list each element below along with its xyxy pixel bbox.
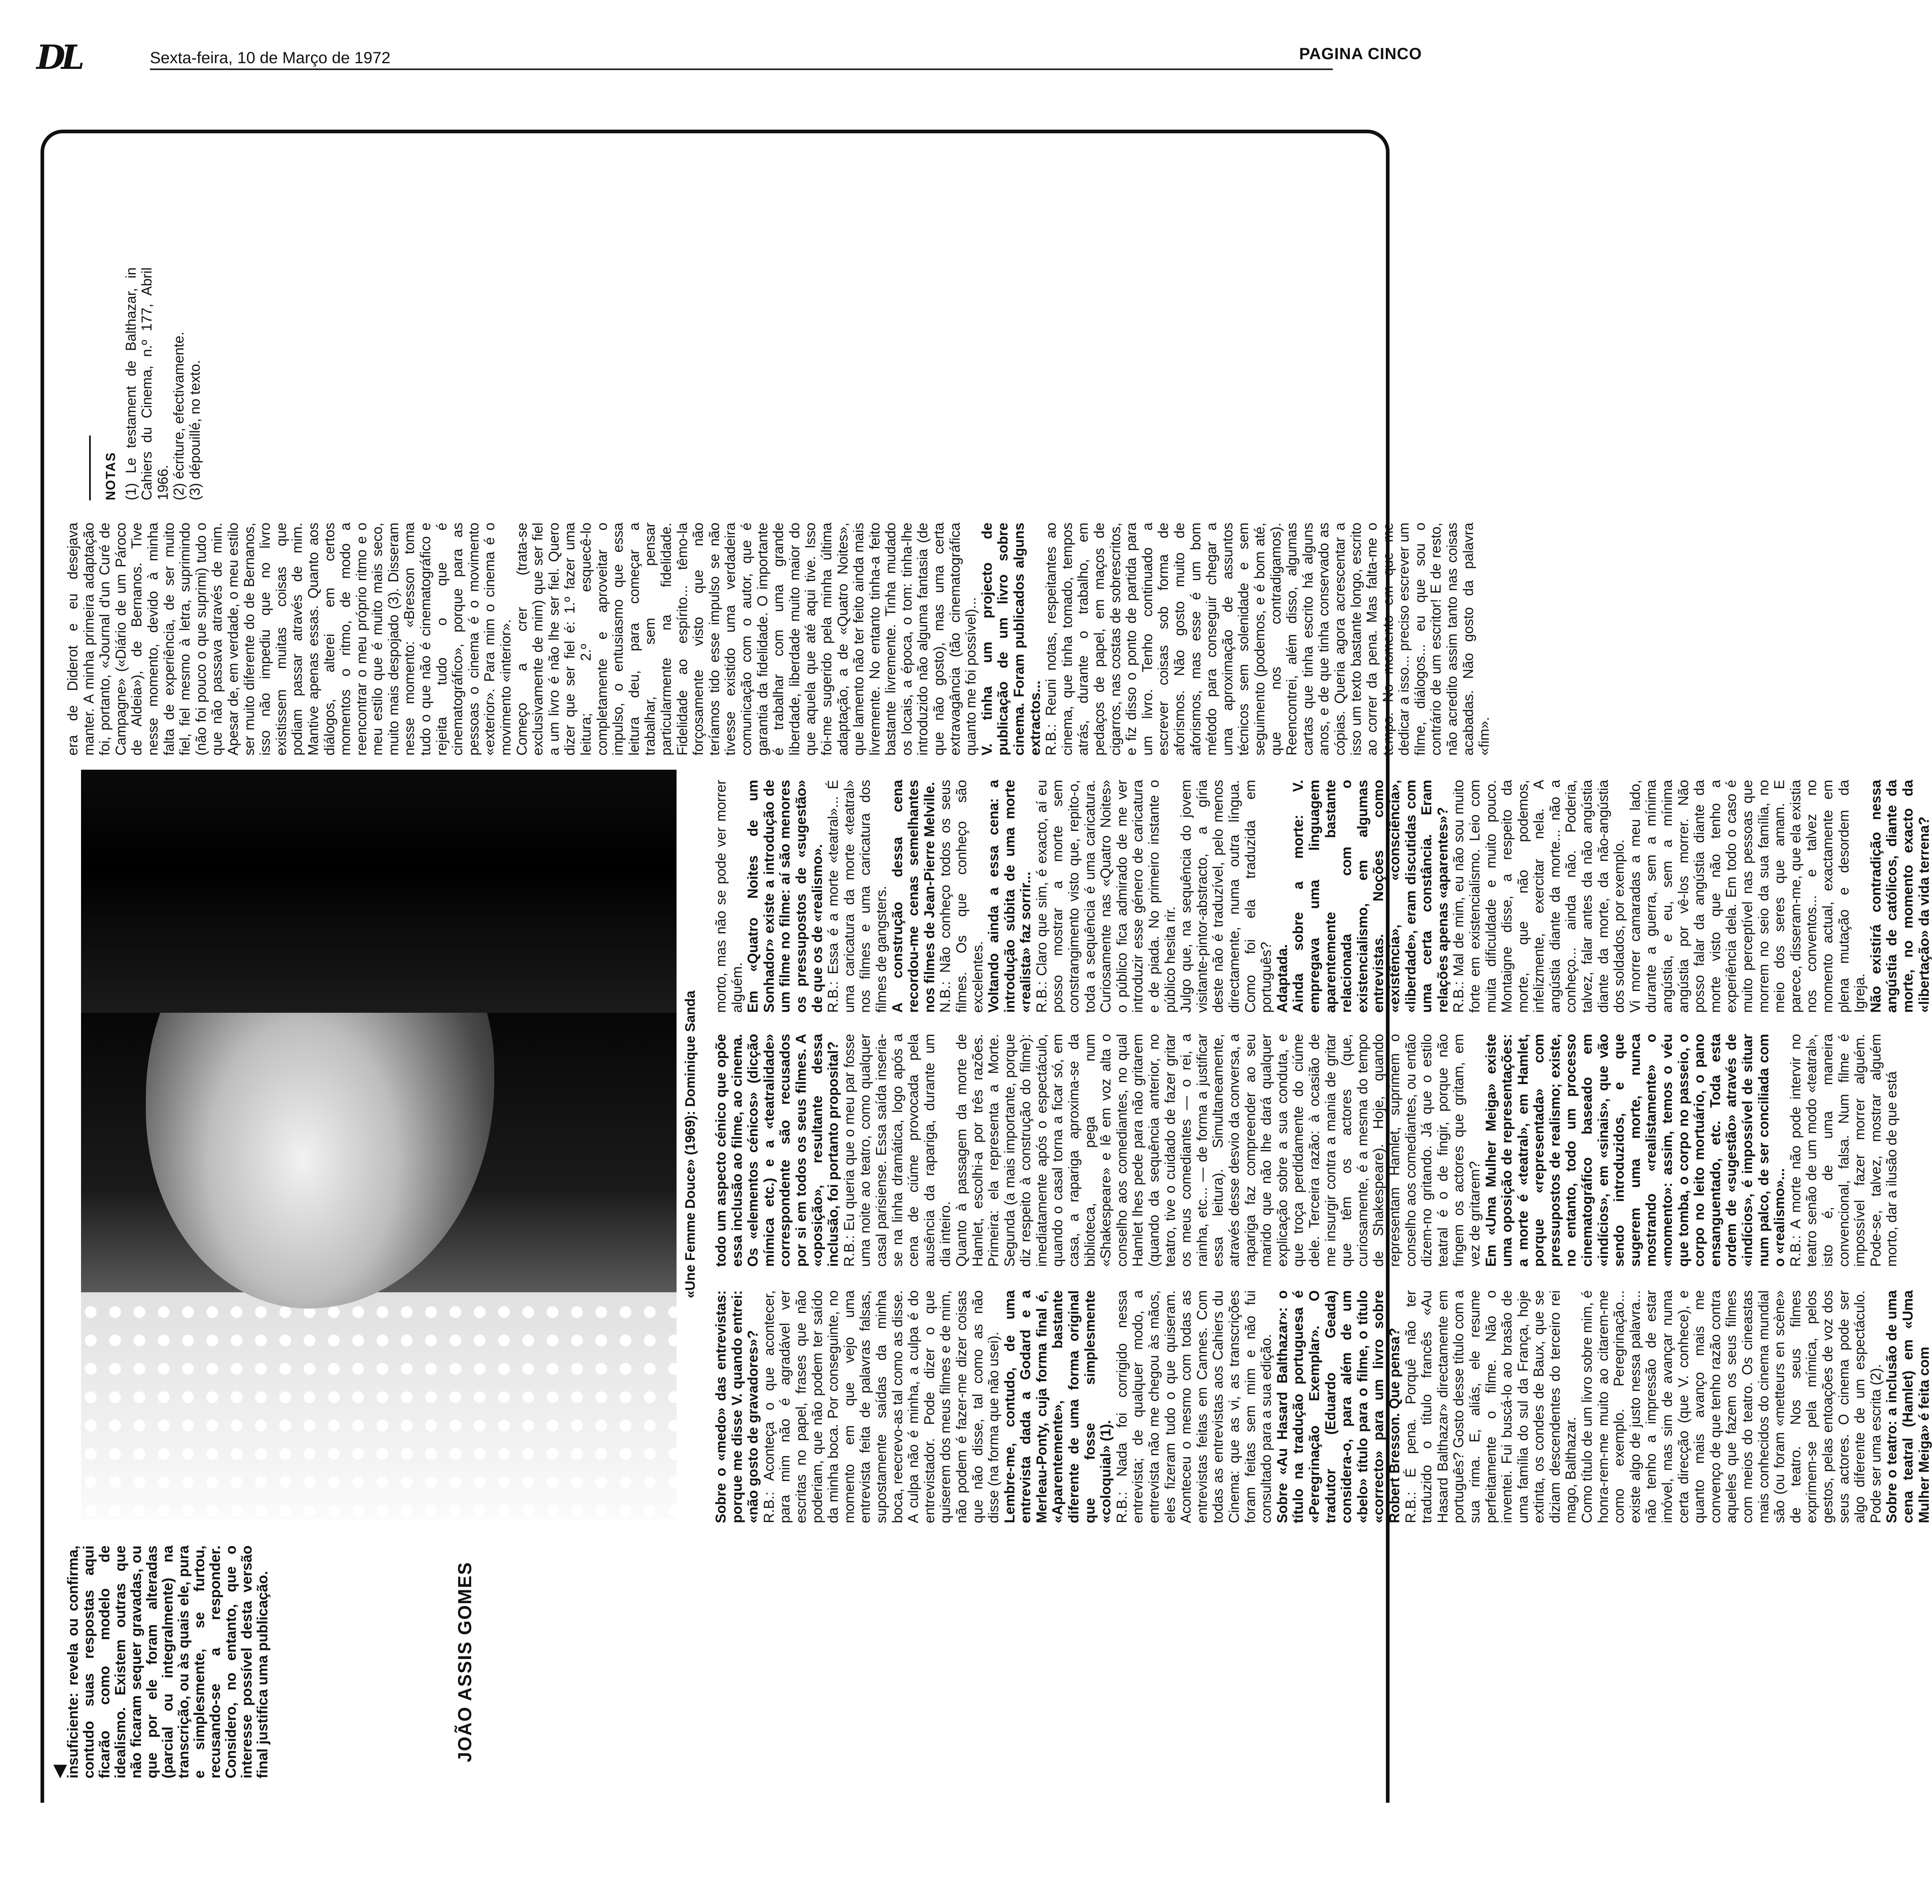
photo-caption: «Une Femme Douce» (1969): Dominique Sanda xyxy=(683,990,698,1298)
film-still-photo xyxy=(81,770,677,1519)
question: Ainda sobre a morte: V. empregava uma linguagem aparentemente bastante relacionada com o existencialismo, em algumas entrevistas. Noções como «existência», «consciência», «liberdade», eram discutidas com uma certa constância. Eram relações apenas «aparentes»? xyxy=(1290,780,1451,1013)
answer: era de Diderot e eu desejava manter. A minha primeira adaptação foi, portanto, «Journal d'un Curé de Campagne» («Diário de um Pároco de Aldeia»), de Bernanos. Tive nesse momento, devido à minha falta de experiência, de ser muito fiel, fiel mesmo à letra, suprimindo (não foi pouco o que suprimi) tudo o que não passava através de mim. Apesar de, em verdade, o meu estilo ser muito diferente do de Bernanos, isso não impediu que no livro existissem muitas coisas que podiam passar através de mim. Mantive apenas essas. Quanto aos diálogos, alterei em certos momentos o ritmo, de modo a reencontrar o meu próprio ritmo e o meu estilo que é muito mais seco, muito mais despojado (3). Disseram nesse momento: «Bresson toma tudo o que não é cinematográfico e rejeita tudo o que é cinematográfico», porque para as pessoas o cinema é o movimento «exterior». Para mim o cinema é o movimento «interior». xyxy=(65,523,514,756)
note-item: (3) dépouillé, no texto. xyxy=(187,360,203,500)
notes-title: NOTAS xyxy=(103,452,118,500)
page-header xyxy=(36,38,1422,75)
column-4 xyxy=(713,780,1932,1013)
answer: R.B.: Nada foi corrigido nessa entrevista; de qualquer modo, a entrevista não me chegou às mãos, eles fizeram tudo o que quiseram. Aconteceu o mesmo com todas as entrevistas feitas em Cannes. Com todas as entrevistas aos Cahiers du Cinema: que as vi, as transcrições foram feitas sem mim e não fui consultado para a sua edição. xyxy=(1114,1290,1274,1523)
issue-date: Sexta-feira, 10 de Março de 1972 xyxy=(150,49,391,67)
answer: R.B.: É pena. Porquê não ter traduzido o título francês «Au Hasard Balthazar» directamente em português? Gosto desse título com a sua rima. E, aliás, ele resume perfeitamente o filme. Não o inventei. Fui buscá-lo ao brasão de uma família do sul da França, hoje extinta, os condes de Baux, que se diziam descendentes do terceiro rei mago, Balthazar. xyxy=(1403,1290,1579,1523)
answer: R.B.: Mal de mim, eu não sou muito forte em existencialismo. Leio com muita dificuldade e muito pouco. Montaigne disse, a respeito da morte, que não podemos, infelizmente, exercitar nela. A angústia diante da morte... não a conheço... ainda não. Poderia, talvez, falar antes da não angústia diante da morte, da não-angústia dos soldados, por exemplo. xyxy=(1451,780,1627,1013)
question: Sobre «Au Hasard Balthazar»: o título na tradução portuguesa é «Peregrinação Exemplar». O tradutor (Eduardo Geada) considera-o, para além de um «belo» título para o filme, o título «correcto» para um livro sobre Robert Bresson. Que pensa? xyxy=(1274,1290,1403,1523)
answer: R.B.: Claro que sim, é exacto, aí eu posso mostrar a morte sem constrangimento visto que, repito-o, toda a sequência é uma caricatura. Curiosamente nas «Quatro Noites» o público fica admirado de me ver introduzir esse género de caricatura e de piada. No primeiro instante o público hesita rir. xyxy=(1033,780,1178,1013)
note-item: (1) Le testament de Balthazar, in Cahiers du Cinema, n.º 177, Abril 1966. xyxy=(123,267,171,500)
column-5 xyxy=(65,523,1492,756)
question: Em «Quatro Noites de um Sonhador» existe a introdução de um filme no filme: aí são menores os pressupostos de «sugestão» de que os de «realismo». xyxy=(745,780,825,1013)
notes-rule xyxy=(89,435,91,500)
arrow-mark-icon: ◀ xyxy=(49,1765,69,1778)
newspaper-logo: DL xyxy=(36,38,81,77)
question: Não existirá contradição nessa angústia de católicos, diante da morte, no momento exacto da «libertação» da vida terrena? xyxy=(1868,780,1932,1013)
question: V. tinha um projecto de publicação de um livro sobre cinema. Foram publicados alguns extractos... xyxy=(979,523,1043,756)
answer: morto, mas não se pode ver morrer alguém. xyxy=(713,780,745,1013)
answer: R.B.: A morte não pode intervir no teatro senão de um modo «teatral», isto é, de uma maneira convencional, falsa. Num filme é impossível fazer morrer alguém. Pode-se, talvez, mostrar alguém morto, dar a ilusão de que está xyxy=(1787,1034,1900,1267)
intro-column xyxy=(65,1545,270,1778)
intro-text: insuficiente: revela ou confirma, contudo suas respostas aqui ficarão como modelo de idealismo. Existem outras que não ficaram sequer gravadas, ou que por ele foram alteradas (parcial ou integralmente) na transcrição, ou às quais ele, pura e simplesmente, se furtou, recusando-se a responder. Considero, no entanto, que o interesse possível desta versão final justifica uma publicação. xyxy=(64,1545,271,1778)
question: Lembre-me, contudo, de uma entrevista dada a Godard e a Merleau-Ponty, cuja forma final é, «Aparentemente», bastante diferente de uma forma original que fosse simplesmente «coloquial» (1). xyxy=(1001,1290,1114,1523)
byline: JOÃO ASSIS GOMES xyxy=(454,1561,475,1763)
answer: Começo a crer (trata-se exclusivamente de mim) que ser fiel a um livro é não lhe ser fiel. Quero dizer que ser fiel é: 1.º fazer uma leitura; 2.º esquecê-lo completamente e aproveitar o impulso, o entusiasmo que essa leitura deu, para começar a trabalhar, sem pensar particularmente na fidelidade. Fidelidade ao espírito... têmo-la forçosamente visto que não teríamos tido esse impulso se não tivesse existido uma verdadeira comunicação com o autor, que é garantia da fidelidade. O importante é trabalhar com uma grande liberdade, liberdade muito maior do que aquela que até aqui tive. Isso foi-me sugerido pela minha última adaptação, a de «Quatro Noites», que lamento não ter feito ainda mais livremente. No entanto tinha-a feito bastante livremente. Tinha mudado os locais, a época, o tom: tinha-lhe introduzido não alguma fantasia (de que não gosto), mas uma certa extravagância (tão cinematográfica quanto me foi possível)... xyxy=(514,523,979,756)
lace-collar xyxy=(81,1292,677,1519)
question: Sobre o teatro: a inclusão de uma cena teatral (Hamlet) em «Uma Mulher Meiga» é feita com xyxy=(1884,1290,1932,1523)
question: todo um aspecto cénico que opõe essa inclusão ao filme, ao cinema. Os «elementos cénicos» (dicção mímica etc.) e a «teatralidade» correspondente são recusados por si em todos os seus filmes. A «oposição», resultante dessa inclusão, foi portanto proposital? xyxy=(713,1034,841,1267)
answer: R.B.: Essa é a morte «teatral»... É uma caricatura da morte «teatral» nos filmes e uma caricatura dos filmes de gangsters. xyxy=(825,780,889,1013)
question: Em «Uma Mulher Meiga» existe uma oposição de representações: a morte é «teatral», em Hamlet, porque «representada» com pressupostos de realismo; existe, no entanto, todo um processo cinematográfico baseado em «indícios», em «sinais», que vão sendo introduzidos, e que sugerem uma morte, nunca mostrando «realistamente» o «momento»: assim, temos o véu que tomba, o corpo no passeio, o corpo no leito mortuário, o pano ensanguentado, etc. Toda esta ordem de «sugestão» através de «indícios», é impossível de situar num palco, de ser conciliada com o «realismo»... xyxy=(1483,1034,1788,1267)
question: Sobre o «medo» das entrevistas: porque me disse V. quando entrei: «não gosto de gravadores»? xyxy=(713,1290,761,1523)
note-item: (2) écriture, efectivamente. xyxy=(171,331,187,500)
dark-hair xyxy=(81,770,677,1013)
answer: N.B.: Não conheço todos os seus filmes. Os que conheço são excelentes. xyxy=(937,780,986,1013)
answer: Como título de um livro sobre mim, é honra-rem-me muito ao citarem-me como exemplo. Peregrinação... existe algo de justo nessa palavra... não tenho a impressão de estar imóvel, mas sim de avançar numa certa direcção (que V. conhece), e quanto mais avanço mais me convenço de que tenho razão contra aqueles que fazem os seus filmes com meios do teatro. Os cineastas mais conhecidos do cinema mundial são (ou foram «metteurs en scène» de teatro. Nos seus filmes exprimem-se pela mímica, pelos gestos, pelas entoações de voz dos seus actores. O cinema pode ser algo diferente de um espectáculo. Pode ser uma escrita (2). xyxy=(1579,1290,1884,1523)
notes-column xyxy=(65,267,203,500)
column-2 xyxy=(713,1290,1932,1523)
answer: Julgo que, na sequência do jovem visitante-pintor-abstracto, a gíria deste não é traduzível, pelo menos directamente, numa outra língua. Como foi ela traduzida em português? xyxy=(1178,780,1274,1013)
question: A construção dessa cena recordou-me cenas semelhantes nos filmes de Jean-Pierre Melville. xyxy=(889,780,937,1013)
answer: R.B.: Aconteça o que acontecer, para mim não é agradável ver escritas no papel, frases que não poderiam, que não podem ter saído da minha boca. Por conseguinte, no momento em que vejo uma entrevista feita de palavras falsas, supostamente saídas da minha boca, reecrevo-as tal como as disse. A culpa não é minha, a culpa é do entrevistador. Pode dizer o que quiserem dos meus filmes e de mim, não podem é fazer-me dizer coisas que não disse, tal como as não disse (na forma que não usei). xyxy=(761,1290,1002,1523)
answer: R.B.: Eu queria que o meu par fosse uma noite ao teatro, como qualquer casal parisiense. Essa saída inseria-se na linha dramática, logo após a cena de ciúme provocada pela ausência da rapariga, durante um dia inteiro. xyxy=(841,1034,954,1267)
column-3 xyxy=(713,1034,1900,1267)
answer: R.B.: Reuni notas, respeitantes ao cinema, que tinha tomado, tempos atrás, durante o trabalho, em pedaços de papel, em maços de cigarros, nas costas de sobrescritos, e fiz disso o ponto de partida para um livro. Tenho continuado a escrever coisas sob forma de aforismos. Não gosto muito de aforismos, mas esse é um bom método para conseguir chegar a uma aproximação de assuntos técnicos sem solenidade e sem seguimento (podemos, e é bom até, que nos contradigamos). Reencontrei, além disso, algumas cartas que tinha escrito há alguns anos, e de que tinha conservado as cópias. Queria agora acrescentar a isso um texto bastante longo, escrito ao correr da pena. Mas falta-me o tempo. No momento em que me dedicar a isso... preciso escrever um filme, diálogos... eu que sou o contrário de um escritor! E de resto, não acredito assim tanto nas coisas acabadas. Não gosto da palavra «fim». xyxy=(1043,523,1492,756)
question: Voltando ainda a essa cena: a introdução súbita de uma morte «realista» faz sorrir... xyxy=(986,780,1034,1013)
header-rule xyxy=(150,68,1333,70)
question: Adaptada. xyxy=(1274,944,1290,1013)
page-label: PAGINA CINCO xyxy=(1299,45,1422,63)
answer: Vi morrer camaradas a meu lado, durante a guerra, sem a mínima angústia, e eu, sem a mínima angústia por vê-los morrer. Não posso falar da angústia diante da morte visto que não tenho a experiência dela. Em todo o caso é muito perceptível nas pessoas que morrem no seio da sua família, no meio dos seres que amam. E parece, disseram-me, que ela existia nos conventos... e talvez no momento actual, exactamente em plena mutação e desordem da Igreja. xyxy=(1627,780,1868,1013)
answer: Quanto à passagem da morte de Hamlet, escolhi-a por três razões. Primeira: ela representa a Morte. Segunda (a mais importante, porque diz respeito à construção do filme): imediatamente após o espectáculo, quando o casal torna a ficar só, em casa, a rapariga aproxima-se da biblioteca, pega num «Shakespeare» e lê em voz alta o conselho aos comediantes, no qual Hamlet lhes pede para não gritarem (quando da sequência anterior, no teatro, tive o cuidado de fazer gritar os meus comediantes — o rei, a rainha, etc... — de forma a justificar essa leitura). Simultaneamente, através desse desvio da conversa, a rapariga faz compreender ao seu marido que não lhe dará qualquer explicação sobre a sua conduta, e que troça perdidamente do ciúme dele. Terceira razão: à ocasião de me insurgir contra a mania de gritar que têm os actores (que, curiosamente, é a mesma do tempo de Shakespeare). Hoje, quando representam Hamlet, suprimem o conselho aos comediantes, ou então dizem-no gritando. Já que o estilo teatral é o de fingir, porque não fingem os actores que gritam, em vez de gritarem? xyxy=(953,1034,1483,1267)
article-body xyxy=(41,130,1932,1803)
